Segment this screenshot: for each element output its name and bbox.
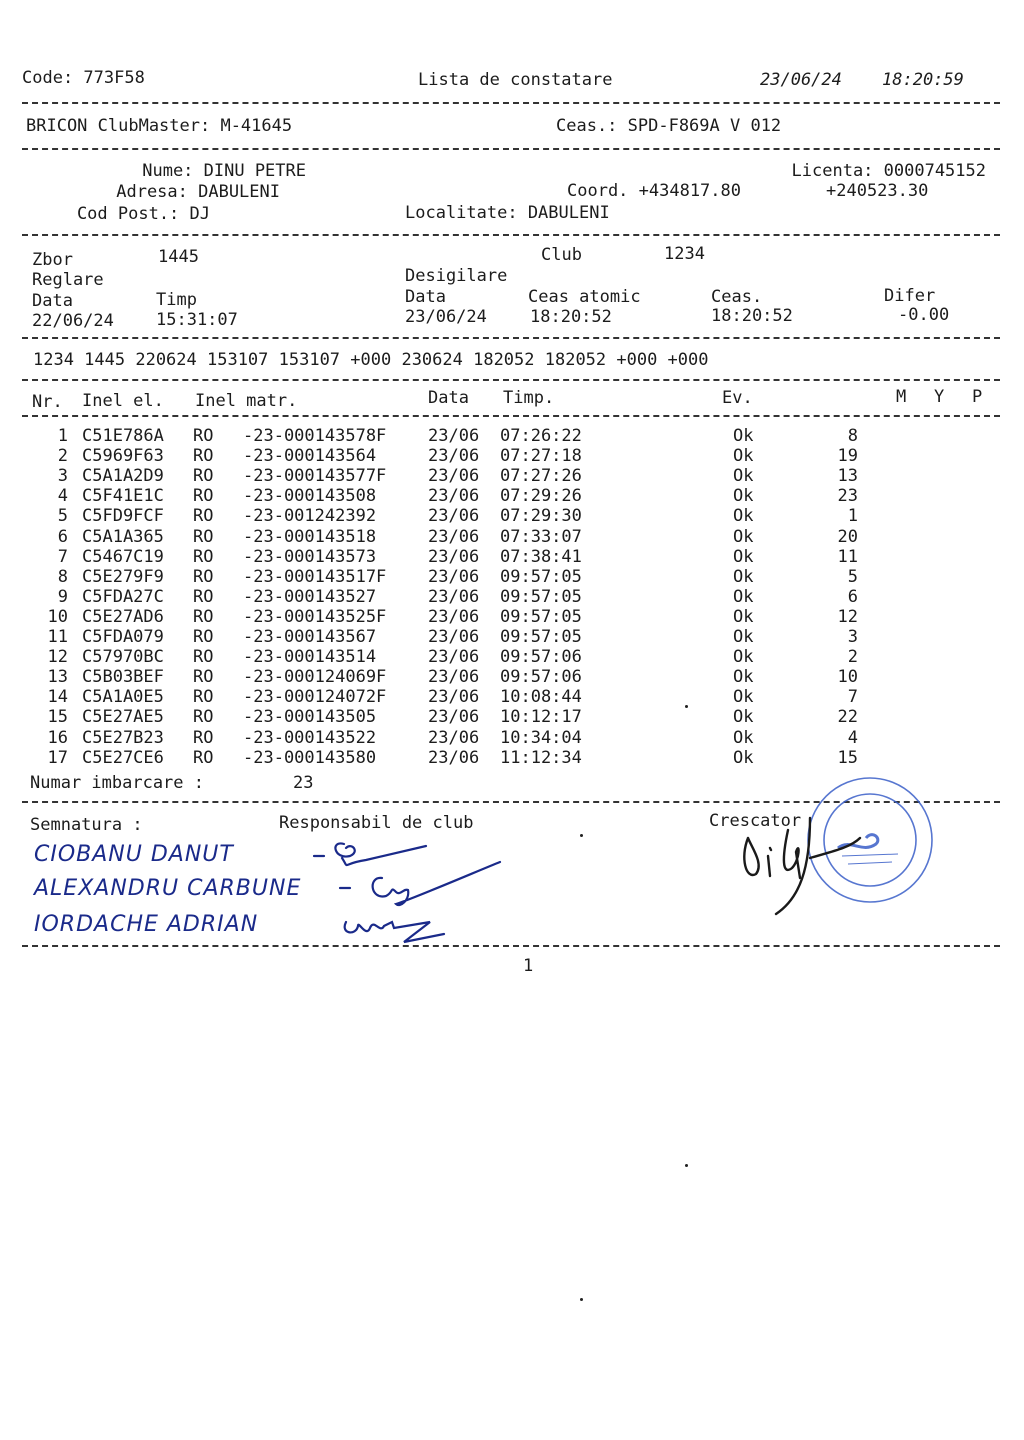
row-time: 10:34:04 [500, 727, 582, 748]
row-position: 20 [837, 526, 858, 547]
row-event: Ok [733, 486, 754, 507]
row-country: RO [193, 647, 214, 668]
row-time: 07:29:26 [500, 486, 582, 507]
row-country: RO [193, 546, 214, 567]
row-inel-matr: -23-000143567 [243, 627, 377, 647]
table-row [0, 647, 1024, 667]
row-inel-matr: -23-000143573 [243, 546, 377, 567]
clock-time: 18:20:52 [711, 306, 793, 326]
row-time: 10:12:17 [500, 707, 582, 728]
row-position: 10 [837, 667, 858, 688]
row-event: Ok [733, 707, 754, 728]
row-inel-matr: -23-000143505 [243, 707, 377, 728]
owner-address: Adresa: DABULENI [116, 182, 280, 202]
license-number: Licenta: 0000745152 [791, 161, 986, 181]
handwritten-name-3: IORDACHE ADRIAN [34, 912, 259, 937]
boarding-count-value: 23 [293, 773, 314, 793]
row-time: 09:57:05 [500, 586, 582, 607]
row-inel-el: C5969F63 [82, 446, 164, 467]
table-row [0, 687, 1024, 707]
col-data: Data [428, 388, 469, 408]
row-country: RO [193, 426, 214, 446]
row-inel-matr: -23-000143525F [243, 606, 387, 627]
row-inel-el: C5FDA079 [82, 627, 164, 647]
row-time: 07:27:26 [500, 466, 582, 487]
row-inel-el: C5FDA27C [82, 586, 164, 607]
row-inel-matr: -23-000143518 [243, 526, 377, 547]
row-position: 11 [837, 546, 858, 567]
col-m: M [896, 387, 907, 407]
row-inel-matr: -23-000143508 [243, 486, 377, 507]
row-inel-matr: -23-000124069F [243, 667, 387, 688]
table-row [0, 587, 1024, 607]
table-row [0, 627, 1024, 647]
col-inel-matr: Inel matr. [195, 391, 298, 411]
club-signatures-mark [300, 830, 520, 950]
row-inel-el: C5E27AD6 [82, 606, 164, 627]
document-title: Lista de constatare [418, 70, 613, 90]
row-inel-el: C5B03BEF [82, 667, 164, 688]
atomic-clock-time: 18:20:52 [530, 307, 612, 327]
row-inel-matr: -23-000143517F [243, 566, 387, 587]
club-label: Club [541, 245, 582, 265]
row-event: Ok [733, 466, 754, 487]
row-position: 2 [847, 647, 858, 668]
row-inel-el: C5A1A2D9 [82, 466, 164, 487]
row-nr: 9 [57, 586, 68, 607]
row-inel-matr: -23-000143564 [243, 446, 377, 467]
row-country: RO [193, 627, 214, 647]
table-row [0, 506, 1024, 526]
row-event: Ok [733, 647, 754, 668]
row-time: 07:33:07 [500, 526, 582, 547]
row-inel-el: C5FD9FCF [82, 506, 164, 527]
row-nr: 2 [57, 446, 68, 467]
flight-value: 1445 [158, 247, 199, 267]
row-inel-el: C5467C19 [82, 546, 164, 567]
table-row [0, 426, 1024, 446]
divider [22, 102, 1000, 104]
row-date: 23/06 [428, 747, 480, 768]
signature-label: Semnatura : [30, 815, 143, 835]
reglare-date-label: Data [32, 291, 73, 311]
row-nr: 12 [47, 647, 68, 668]
row-nr: 17 [47, 747, 68, 768]
row-event: Ok [733, 687, 754, 708]
table-row [0, 466, 1024, 486]
row-inel-el: C5A1A365 [82, 526, 164, 547]
row-country: RO [193, 526, 214, 547]
row-inel-el: C5E279F9 [82, 566, 164, 587]
row-event: Ok [733, 747, 754, 768]
desigilare-date-label: Data [405, 287, 446, 307]
reglare-date: 22/06/24 [32, 311, 114, 331]
row-country: RO [193, 466, 214, 487]
row-position: 8 [847, 426, 858, 446]
reglare-time-label: Timp [156, 290, 197, 310]
row-inel-matr: -23-000143514 [243, 647, 377, 668]
owner-postal-code: Cod Post.: DJ [76, 204, 210, 224]
row-country: RO [193, 586, 214, 607]
row-inel-matr: -23-000143577F [243, 466, 387, 487]
row-country: RO [193, 486, 214, 507]
table-row [0, 707, 1024, 727]
handwritten-name-1: CIOBANU DANUT [34, 842, 234, 867]
table-row [0, 667, 1024, 687]
row-time: 09:57:05 [500, 606, 582, 627]
row-position: 5 [847, 566, 858, 587]
row-country: RO [193, 667, 214, 688]
desigilare-date: 23/06/24 [405, 307, 487, 327]
row-inel-el: C5F41E1C [82, 486, 164, 507]
row-inel-matr: -23-000143527 [243, 586, 377, 607]
col-nr: Nr. [32, 392, 63, 412]
row-nr: 10 [47, 606, 68, 627]
row-nr: 3 [57, 466, 68, 487]
row-date: 23/06 [428, 506, 480, 527]
row-date: 23/06 [428, 647, 480, 668]
row-country: RO [193, 727, 214, 748]
table-row [0, 547, 1024, 567]
row-inel-matr: -23-000143580 [243, 747, 377, 768]
row-event: Ok [733, 426, 754, 446]
row-country: RO [193, 747, 214, 768]
row-event: Ok [733, 506, 754, 527]
row-event: Ok [733, 446, 754, 467]
row-country: RO [193, 707, 214, 728]
flight-label: Zbor [32, 250, 73, 270]
reglare-label: Reglare [32, 270, 104, 290]
table-row [0, 446, 1024, 466]
page-number: 1 [523, 956, 534, 976]
row-event: Ok [733, 606, 754, 627]
reglare-time: 15:31:07 [156, 310, 238, 330]
row-nr: 4 [57, 486, 68, 507]
speck [580, 834, 583, 837]
row-time: 09:57:05 [500, 566, 582, 587]
breeder-stamp-and-signature [730, 768, 950, 918]
row-date: 23/06 [428, 546, 480, 567]
row-event: Ok [733, 727, 754, 748]
row-inel-el: C57970BC [82, 647, 164, 668]
col-inel-el: Inel el. [82, 391, 164, 411]
row-time: 09:57:06 [500, 647, 582, 668]
row-event: Ok [733, 627, 754, 647]
row-time: 07:27:18 [500, 446, 582, 467]
row-date: 23/06 [428, 486, 480, 507]
coordinates-lat: Coord. +434817.80 [567, 181, 741, 201]
table-row [0, 728, 1024, 748]
row-nr: 14 [47, 687, 68, 708]
row-nr: 7 [57, 546, 68, 567]
row-position: 7 [847, 687, 858, 708]
clock-label: Ceas. [711, 287, 763, 307]
breeder-label: Crescator [709, 811, 802, 831]
row-nr: 8 [57, 566, 68, 587]
row-time: 07:26:22 [500, 426, 582, 446]
row-event: Ok [733, 546, 754, 567]
club-responsible-label: Responsabil de club [279, 813, 474, 833]
row-position: 13 [837, 466, 858, 487]
col-timp: Timp. [503, 388, 555, 408]
difference-value: -0.00 [898, 305, 950, 325]
club-value: 1234 [664, 244, 705, 264]
divider [22, 379, 1000, 381]
row-date: 23/06 [428, 627, 480, 647]
table-row [0, 567, 1024, 587]
row-inel-el: C51E786A [82, 426, 164, 446]
clock-id: Ceas.: SPD-F869A V 012 [556, 116, 782, 136]
row-date: 23/06 [428, 526, 480, 547]
row-event: Ok [733, 667, 754, 688]
row-date: 23/06 [428, 667, 480, 688]
row-event: Ok [733, 526, 754, 547]
clubmaster-id: BRICON ClubMaster: M-41645 [26, 116, 293, 136]
row-inel-el: C5E27AE5 [82, 707, 164, 728]
row-position: 15 [837, 747, 858, 768]
row-nr: 1 [57, 426, 68, 446]
col-ev: Ev. [722, 388, 753, 408]
owner-name: Nume: DINU PETRE [142, 161, 306, 181]
row-date: 23/06 [428, 426, 480, 446]
row-time: 09:57:06 [500, 667, 582, 688]
col-p: P [972, 387, 983, 407]
coordinates-lon: +240523.30 [826, 181, 929, 201]
row-position: 22 [837, 707, 858, 728]
row-date: 23/06 [428, 727, 480, 748]
row-position: 1 [847, 506, 858, 527]
divider [22, 234, 1000, 236]
row-date: 23/06 [428, 466, 480, 487]
row-inel-el: C5E27B23 [82, 727, 164, 748]
row-inel-matr: -23-001242392 [243, 506, 377, 527]
row-date: 23/06 [428, 586, 480, 607]
boarding-count-label: Numar imbarcare : [30, 773, 204, 793]
row-nr: 16 [47, 727, 68, 748]
speck [685, 705, 688, 708]
header-date: 23/06/24 [760, 70, 842, 90]
handwritten-name-2: ALEXANDRU CARBUNE [34, 876, 302, 901]
row-time: 07:38:41 [500, 546, 582, 567]
row-nr: 5 [57, 506, 68, 527]
divider [22, 148, 1000, 150]
col-y: Y [934, 387, 945, 407]
row-position: 6 [847, 586, 858, 607]
row-time: 11:12:34 [500, 747, 582, 768]
locality: Localitate: DABULENI [405, 203, 610, 223]
divider [22, 337, 1000, 339]
row-country: RO [193, 687, 214, 708]
table-row [0, 748, 1024, 768]
row-date: 23/06 [428, 687, 480, 708]
row-nr: 11 [47, 627, 68, 647]
desigilare-label: Desigilare [405, 266, 508, 286]
row-country: RO [193, 566, 214, 587]
divider [22, 945, 1000, 947]
row-nr: 13 [47, 667, 68, 688]
speck [685, 1164, 688, 1167]
row-event: Ok [733, 586, 754, 607]
speck [580, 1298, 583, 1301]
table-row [0, 527, 1024, 547]
row-position: 23 [837, 486, 858, 507]
row-position: 12 [837, 606, 858, 627]
table-row [0, 607, 1024, 627]
row-inel-matr: -23-000143522 [243, 727, 377, 748]
row-date: 23/06 [428, 446, 480, 467]
row-nr: 6 [57, 526, 68, 547]
difference-label: Difer [884, 286, 936, 306]
row-country: RO [193, 606, 214, 627]
header-time: 18:20:59 [882, 70, 964, 90]
row-nr: 15 [47, 707, 68, 728]
row-event: Ok [733, 566, 754, 587]
document-code: Code: 773F58 [22, 68, 145, 88]
row-time: 07:29:30 [500, 506, 582, 527]
row-position: 19 [837, 446, 858, 467]
row-inel-matr: -23-000143578F [243, 426, 387, 446]
row-inel-matr: -23-000124072F [243, 687, 387, 708]
row-position: 4 [847, 727, 858, 748]
row-country: RO [193, 506, 214, 527]
row-time: 10:08:44 [500, 687, 582, 708]
row-position: 3 [847, 627, 858, 647]
atomic-clock-label: Ceas atomic [528, 287, 641, 307]
row-inel-el: C5A1A0E5 [82, 687, 164, 708]
row-date: 23/06 [428, 707, 480, 728]
row-date: 23/06 [428, 606, 480, 627]
row-inel-el: C5E27CE6 [82, 747, 164, 768]
table-row [0, 486, 1024, 506]
divider [22, 415, 1000, 417]
encoded-line: 1234 1445 220624 153107 153107 +000 230624 182052 182052 +000 +000 [33, 350, 709, 370]
row-time: 09:57:05 [500, 627, 582, 647]
row-date: 23/06 [428, 566, 480, 587]
row-country: RO [193, 446, 214, 467]
